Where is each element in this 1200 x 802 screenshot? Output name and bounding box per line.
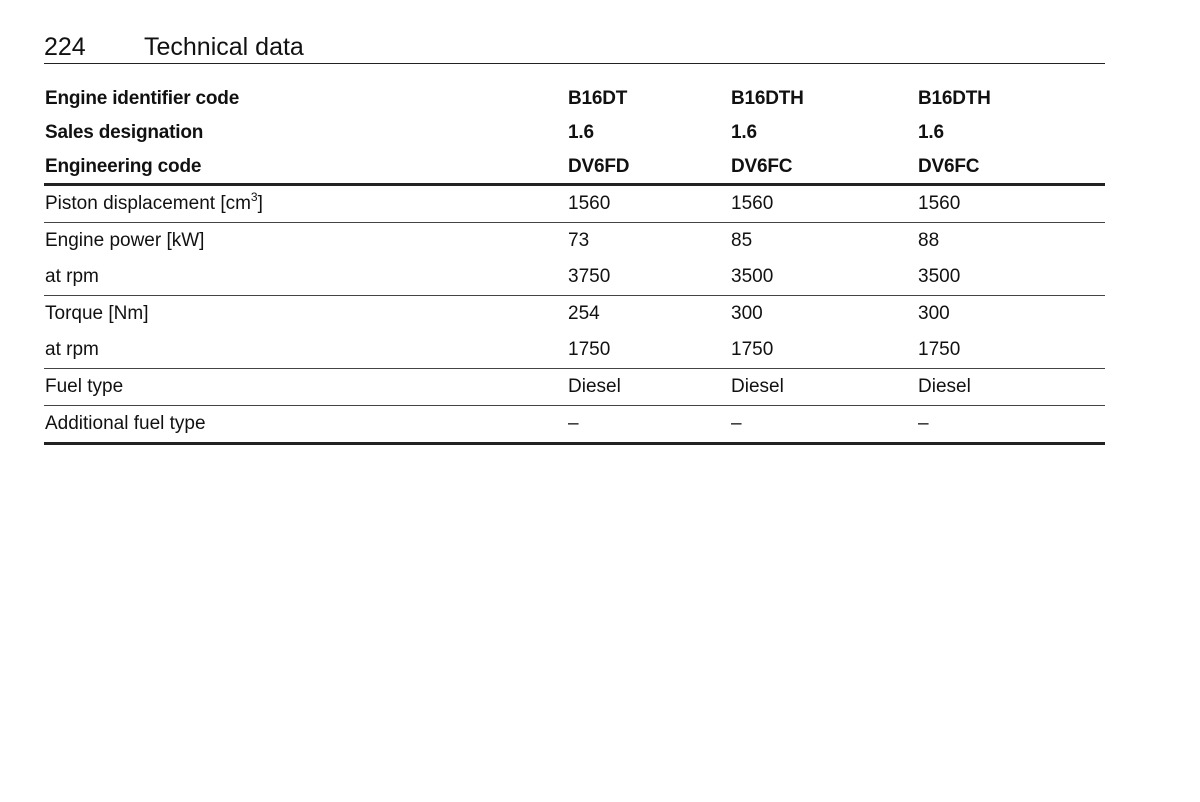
cell-value: – (918, 413, 929, 434)
cell-value: 3750 (568, 266, 611, 287)
cell-value: B16DT (568, 88, 628, 109)
row-label (45, 186, 263, 222)
cell-value: 1560 (918, 193, 961, 214)
row-label-suffix: ] (257, 193, 263, 214)
page-header (44, 32, 1105, 64)
cell-value: 1560 (568, 193, 611, 214)
row-label: at rpm (45, 266, 99, 287)
cell-value: DV6FC (918, 156, 980, 177)
row-label: Engineering code (45, 156, 202, 177)
table-row (44, 259, 1105, 296)
page-title: Technical data (144, 33, 304, 61)
table-header-row (44, 116, 1105, 150)
row-label: Fuel type (45, 376, 124, 397)
cell-value: – (731, 413, 742, 434)
row-label: Torque [Nm] (45, 303, 149, 324)
cell-value: 1.6 (918, 122, 944, 143)
cell-value: Diesel (568, 376, 621, 397)
cell-value: Diesel (918, 376, 971, 397)
cell-value: 3500 (918, 266, 961, 287)
table-row (44, 406, 1105, 445)
superscript: 3 (250, 189, 258, 204)
cell-value: 85 (731, 230, 753, 251)
cell-value: Diesel (731, 376, 784, 397)
cell-value: 1560 (731, 193, 774, 214)
row-label: at rpm (45, 339, 99, 360)
cell-value: 1750 (731, 339, 774, 360)
cell-value: 73 (568, 230, 590, 251)
row-label: Sales designation (45, 122, 204, 143)
table-row (44, 186, 1105, 223)
cell-value: 300 (918, 303, 950, 324)
cell-value: 3500 (731, 266, 774, 287)
row-label: Additional fuel type (45, 413, 206, 434)
table-row (44, 332, 1105, 369)
engine-spec-table (44, 82, 1105, 445)
row-label: Engine identifier code (45, 88, 240, 109)
row-label-text: Piston displacement [cm (45, 193, 251, 214)
cell-value: 254 (568, 303, 600, 324)
cell-value: B16DTH (731, 88, 804, 109)
cell-value: 1750 (568, 339, 611, 360)
cell-value: DV6FC (731, 156, 793, 177)
table-row (44, 369, 1105, 406)
table-header-row (44, 150, 1105, 186)
cell-value: DV6FD (568, 156, 630, 177)
page-number: 224 (44, 33, 86, 61)
cell-value: 1.6 (731, 122, 757, 143)
cell-value: B16DTH (918, 88, 991, 109)
table-row (44, 296, 1105, 332)
table-row (44, 223, 1105, 259)
row-label: Engine power [kW] (45, 230, 205, 251)
cell-value: 1750 (918, 339, 961, 360)
cell-value: 88 (918, 230, 940, 251)
cell-value: 300 (731, 303, 763, 324)
cell-value: – (568, 413, 579, 434)
table-header-row (44, 82, 1105, 116)
cell-value: 1.6 (568, 122, 594, 143)
